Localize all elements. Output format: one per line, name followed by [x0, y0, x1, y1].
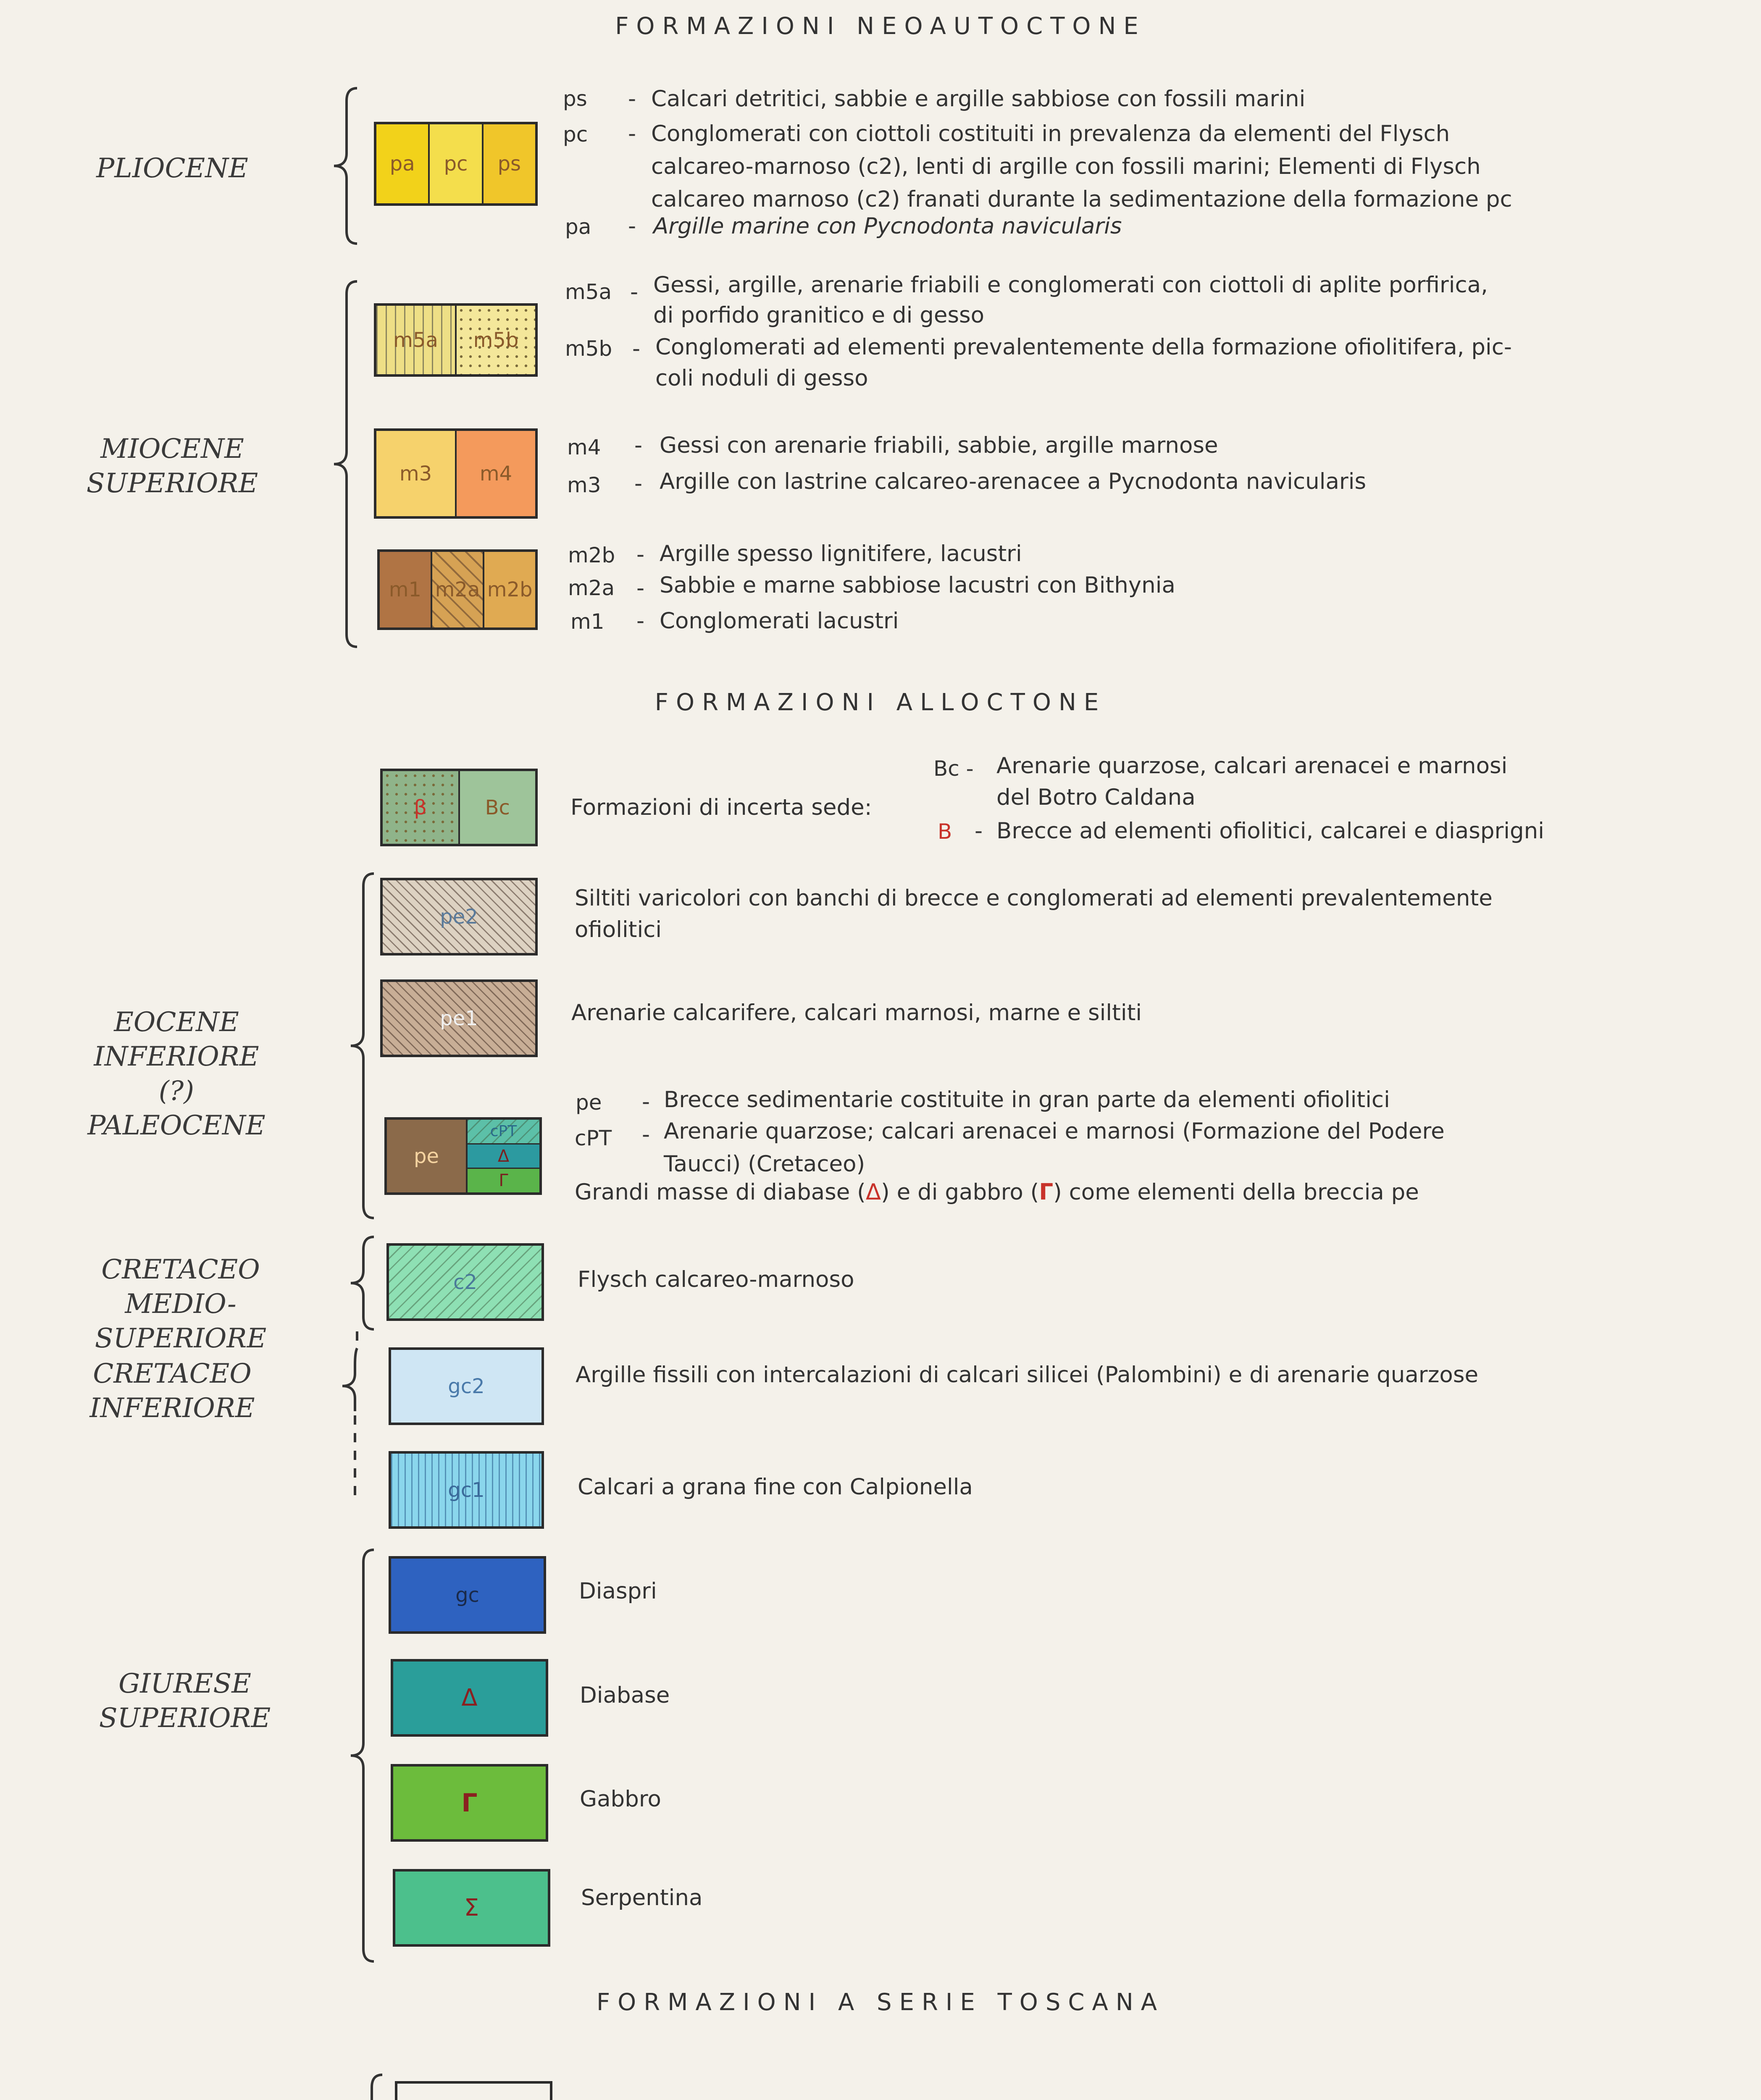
- legend-box-gc2: [389, 1347, 544, 1425]
- period-giurese-superiore: [97, 1667, 273, 1735]
- code-m5b: m5b: [565, 336, 612, 361]
- desc-pc-line1: Conglomerati con ciottoli costituiti in prevalenza da elementi del Flysch: [651, 121, 1450, 147]
- swatch-gamma: Γ: [468, 1169, 539, 1192]
- period-label: MIOCENE: [100, 433, 244, 465]
- desc-m5a-line1: Gessi, argille, arenarie friabili e conglomerati con ciottoli di aplite porfirica,: [653, 272, 1488, 298]
- period-cretaceo-medio-superiore: [55, 1252, 307, 1356]
- swatch-m5a: m5a: [376, 306, 457, 374]
- desc-m2a: Sabbie e marne sabbiose lacustri con Bithynia: [660, 572, 1175, 598]
- swatch-ps: ps: [484, 124, 535, 203]
- dash: -: [628, 86, 636, 112]
- dash: -: [632, 336, 641, 362]
- period-cretaceo-inferiore: [84, 1357, 260, 1425]
- code-m5a: m5a: [565, 280, 612, 304]
- desc-m2b: Argille spesso lignitifere, lacustri: [660, 541, 1022, 567]
- legend-box-pe2: [380, 878, 538, 956]
- swatch-m1: m1: [380, 552, 432, 627]
- legend-box-m3-m4: [374, 428, 538, 519]
- code-pa: pa: [565, 215, 591, 239]
- period-label: EOCENE: [114, 1007, 239, 1038]
- desc-m1: Conglomerati lacustri: [660, 608, 899, 634]
- period-label: INFERIORE (?): [94, 1041, 259, 1107]
- legend-box-gc1: [389, 1451, 544, 1529]
- period-label: INFERIORE: [89, 1393, 255, 1424]
- desc-pe1: Arenarie calcarifere, calcari marnosi, marne e siltiti: [571, 1000, 1142, 1026]
- desc-bc-line2: del Botro Caldana: [996, 785, 1196, 810]
- section-title-neoautoctone: FORMAZIONI NEOAUTOCTONE: [615, 13, 1146, 40]
- dash: -: [975, 818, 983, 844]
- legend-box-pe1: [380, 979, 538, 1057]
- swatch-delta: Δ: [468, 1144, 539, 1169]
- symbol-beta: β: [414, 795, 427, 819]
- desc-grandi-part1: Grandi masse di diabase (: [575, 1179, 866, 1205]
- legend-box-t1: [395, 2081, 552, 2100]
- brace-miocene: [328, 277, 370, 651]
- desc-grandi-part3: ) come elementi della breccia pe: [1053, 1179, 1419, 1205]
- swatch-beta: [383, 771, 460, 844]
- legend-box-gc: [389, 1556, 546, 1634]
- period-label: PALEOCENE: [87, 1110, 265, 1141]
- desc-gc2: Argille fissili con intercalazioni di calcari silicei (Palombini) e di arenarie quarzose: [576, 1362, 1479, 1388]
- legend-box-pliocene: [374, 122, 538, 206]
- desc-incerta-sede: Formazioni di incerta sede:: [570, 795, 872, 820]
- desc-gc1: Calcari a grana fine con Calpionella: [578, 1474, 973, 1500]
- swatch-gc: gc: [455, 1583, 479, 1607]
- desc-cpt-line2: Taucci) (Cretaceo): [664, 1151, 865, 1177]
- swatch-pe2: pe2: [440, 905, 478, 929]
- legend-box-m5: [374, 303, 538, 377]
- brace-pliocene: [328, 84, 370, 248]
- desc-grandi-masse: [575, 1176, 1419, 1209]
- desc-gabbro: Gabbro: [580, 1786, 661, 1812]
- code-m4: m4: [567, 435, 601, 459]
- desc-grandi-part2: ) e di gabbro (: [881, 1179, 1039, 1205]
- desc-bc-line1: Arenarie quarzose, calcari arenacei e marnosi: [996, 753, 1508, 779]
- desc-pc-line2: calcareo-marnoso (c2), lenti di argille con fossili marini; Elementi di Flysch: [651, 154, 1481, 179]
- swatch-c2: c2: [453, 1270, 477, 1294]
- legend-box-gabbro: [391, 1764, 548, 1842]
- code-m1: m1: [570, 609, 605, 634]
- legend-box-pe: [384, 1117, 542, 1195]
- swatch-gc1: gc1: [448, 1478, 485, 1502]
- legend-box-serpentina: [393, 1869, 550, 1947]
- code-pe: pe: [576, 1090, 602, 1115]
- desc-diabase: Diabase: [580, 1683, 670, 1708]
- gamma-symbol: Γ: [1039, 1179, 1054, 1205]
- period-label: MEDIO-SUPERIORE: [95, 1289, 267, 1354]
- swatch-m2b: m2b: [484, 552, 535, 627]
- dash: -: [628, 121, 636, 147]
- dash: -: [642, 1089, 650, 1115]
- period-label: PLIOCENE: [96, 153, 248, 184]
- swatch-m4: m4: [457, 431, 535, 516]
- desc-pe: Brecce sedimentarie costituite in gran parte da elementi ofiolitici: [664, 1087, 1390, 1113]
- period-pliocene: [76, 151, 269, 186]
- brace-cretaceo-medio: [344, 1233, 386, 1334]
- desc-m5b-line1: Conglomerati ad elementi prevalentemente della formazione ofiolitifera, pic-: [655, 334, 1512, 360]
- swatch-gc2: gc2: [448, 1374, 485, 1398]
- brace-giurese: [344, 1546, 386, 1966]
- legend-box-m1-m2: [377, 549, 538, 630]
- brace-trias: [353, 2071, 395, 2100]
- dash: -: [636, 575, 645, 601]
- code-m2b: m2b: [568, 543, 615, 567]
- swatch-bc: Bc: [460, 771, 536, 844]
- swatch-m2a: m2a: [432, 552, 485, 627]
- swatch-serpentina: Σ: [464, 1894, 479, 1922]
- dash: -: [636, 608, 645, 634]
- dash: -: [636, 542, 645, 567]
- code-b: B: [938, 819, 952, 844]
- desc-pc-line3: calcareo marnoso (c2) franati durante la sedimentazione della formazione pc: [651, 186, 1512, 212]
- section-title-toscana: FORMAZIONI A SERIE TOSCANA: [596, 1989, 1165, 2016]
- section-title-alloctone: FORMAZIONI ALLOCTONE: [654, 689, 1107, 716]
- code-m2a: m2a: [568, 576, 615, 600]
- swatch-pc: pc: [430, 124, 483, 203]
- swatch-pe: pe: [387, 1120, 468, 1192]
- desc-cpt-line1: Arenarie quarzose; calcari arenacei e marnosi (Formazione del Podere: [664, 1118, 1445, 1144]
- swatch-pe1: pe1: [440, 1006, 478, 1030]
- desc-m4: Gessi con arenarie friabili, sabbie, argille marnose: [660, 433, 1218, 458]
- legend-box-b-bc: [380, 769, 538, 846]
- swatch-pe-stack: [468, 1120, 539, 1192]
- desc-pa: Argille marine con Pycnodonta navicularis: [653, 213, 1122, 239]
- swatch-t1: [397, 2084, 550, 2100]
- swatch-diabase: Δ: [461, 1684, 478, 1712]
- dash: -: [634, 471, 643, 496]
- desc-m5b-line2: coli noduli di gesso: [655, 365, 868, 391]
- delta-symbol: Δ: [865, 1179, 881, 1205]
- swatch-m3: m3: [376, 431, 457, 516]
- period-label: CRETACEO: [101, 1254, 260, 1285]
- brace-cretaceo-inferiore: [336, 1327, 378, 1512]
- swatch-pa: pa: [376, 124, 430, 203]
- period-label: SUPERIORE: [86, 468, 258, 499]
- desc-b: Brecce ad elementi ofiolitici, calcarei e diasprigni: [996, 818, 1544, 844]
- code-cpt: cPT: [575, 1126, 612, 1150]
- code-m3: m3: [567, 473, 601, 497]
- legend-box-c2: [386, 1243, 544, 1321]
- period-label: GIURESE: [118, 1668, 251, 1699]
- period-eocene: [84, 1005, 269, 1143]
- code-ps: ps: [563, 87, 587, 111]
- desc-ps: Calcari detritici, sabbie e argille sabbiose con fossili marini: [651, 86, 1306, 112]
- dash: -: [628, 213, 636, 239]
- desc-serpentina: Serpentina: [581, 1885, 703, 1911]
- period-label: CRETACEO: [93, 1358, 252, 1389]
- period-miocene-superiore: [76, 432, 269, 501]
- code-pc: pc: [563, 122, 588, 147]
- desc-gc: Diaspri: [579, 1578, 657, 1604]
- desc-m3: Argille con lastrine calcareo-arenacee a Pycnodonta navicularis: [660, 469, 1367, 494]
- legend-box-diabase: [391, 1659, 548, 1737]
- dash: -: [634, 433, 643, 458]
- swatch-gabbro: Γ: [461, 1788, 478, 1818]
- desc-c2: Flysch calcareo-marnoso: [578, 1267, 854, 1292]
- code-bc: Bc -: [933, 756, 974, 781]
- period-label: SUPERIORE: [99, 1703, 271, 1734]
- desc-pe2-line2: ofiolitici: [575, 917, 662, 942]
- dash: -: [642, 1122, 650, 1147]
- desc-m5a-line2: di porfido granitico e di gesso: [653, 302, 985, 328]
- swatch-m5b: m5b: [457, 306, 535, 374]
- dash: -: [630, 279, 639, 305]
- desc-pe2-line1: Siltiti varicolori con banchi di brecce e conglomerati ad elementi prevalentemente: [575, 885, 1493, 911]
- swatch-cpt: cPT: [468, 1120, 539, 1144]
